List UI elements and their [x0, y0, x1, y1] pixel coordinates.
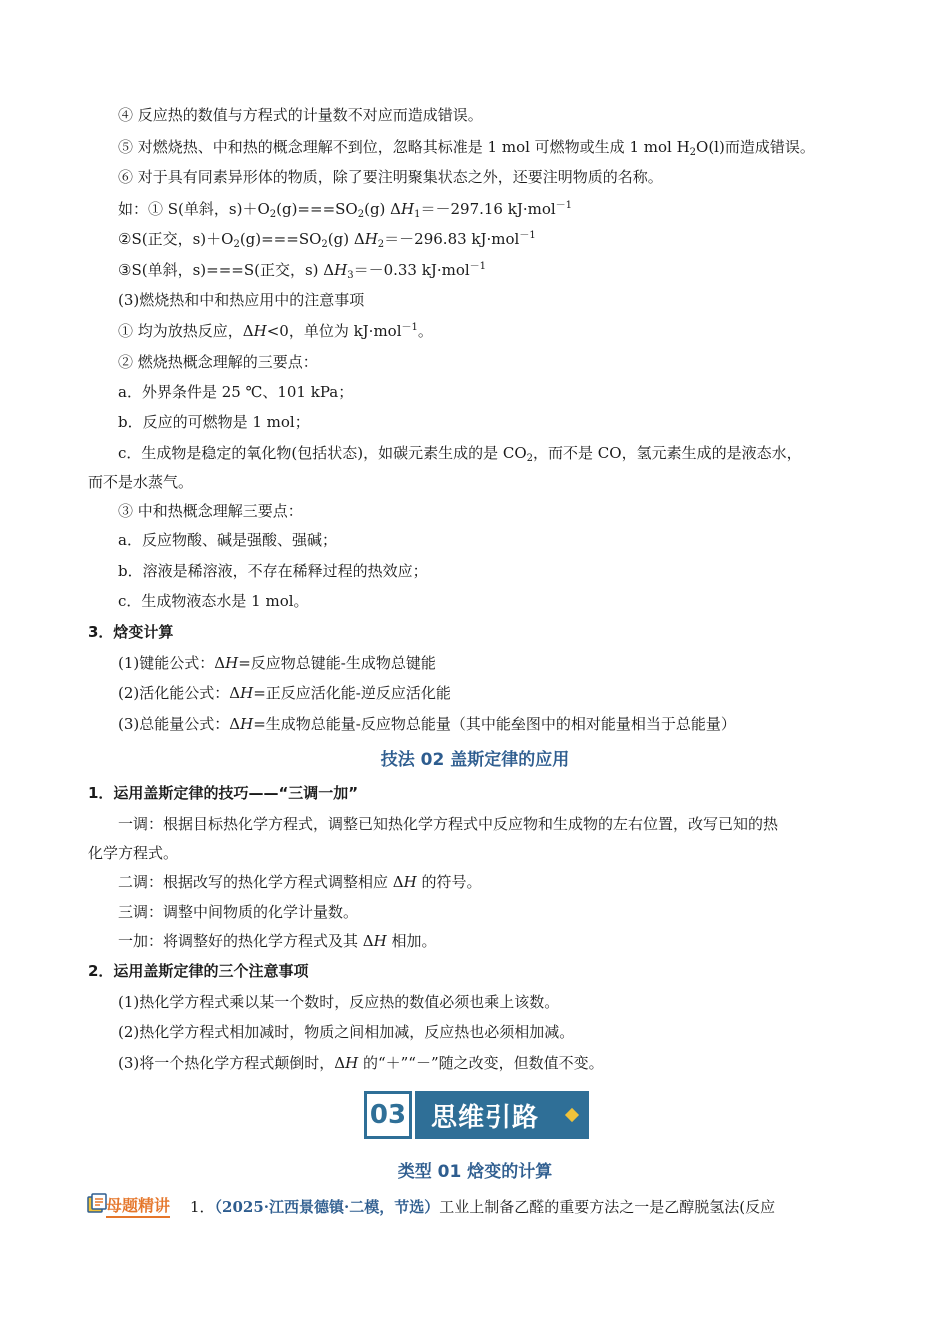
text-line: 化学方程式。 — [88, 844, 179, 862]
banner-number: 03 — [364, 1091, 412, 1139]
section-title: 2．运用盖斯定律的三个注意事项 — [88, 962, 309, 980]
section-title: 1．运用盖斯定律的技巧——“三调一加” — [88, 784, 359, 802]
formula-line: (3)总能量公式：ΔH=生成物总能量-反应物总能量（其中能垒图中的相对能量相当于总能量） — [118, 715, 736, 733]
text-line: c．生成物是稳定的氧化物(包括状态)，如碳元素生成的是 $CO_2$，而不是 CO，氢元素生成的是液态水， — [118, 444, 802, 464]
text-line: ① 均为放热反应，ΔH<0，单位为 kJ·mol$^{-1}$。 — [118, 322, 433, 340]
text-line: c．生成物液态水是 1 mol。 — [118, 592, 309, 610]
formula-line: (1)键能公式：ΔH=反应物总键能-生成物总键能 — [118, 654, 436, 672]
section-title: 3．焓变计算 — [88, 623, 174, 641]
section-heading: 技法 02 盖斯定律的应用 — [380, 750, 570, 770]
text-line: (1)热化学方程式乘以某一个数时，反应热的数值必须也乘上该数。 — [118, 993, 560, 1011]
equation-2: ②S(正交，$s)+O_2(g)===SO_2(g)$ $\Delta H_2=-296.83$ kJ·mol$^{-1}$ — [118, 230, 536, 250]
question-label: 母题精讲 — [106, 1196, 170, 1218]
text-line: a．反应物酸、碱是强酸、强碱； — [118, 531, 337, 549]
diamond-icon — [565, 1108, 579, 1122]
text-line: (3)燃烧热和中和热应用中的注意事项 — [118, 291, 365, 309]
type-heading: 类型 01 焓变的计算 — [397, 1162, 553, 1182]
text-line: 而不是水蒸气。 — [88, 473, 194, 491]
section-banner — [364, 1091, 589, 1139]
text-line: a．外界条件是 25 ℃、101 kPa； — [118, 383, 354, 401]
text-line: 三调：调整中间物质的化学计量数。 — [118, 903, 359, 921]
text-line: 一调：根据目标热化学方程式，调整已知热化学方程式中反应物和生成物的左右位置，改写已知的热 — [118, 815, 779, 833]
equation-1: 如：① S(单斜，$s)+O_2(g)===SO_2(g)$ $\Delta H_1=-297.16$ kJ·mol$^{-1}$ — [118, 200, 573, 220]
equation-3: ③S(单斜，s)===S(正交，s) $\Delta H_3=-0.33$ kJ·mol$^{-1}$ — [118, 261, 487, 281]
formula-line: (2)活化能公式：ΔH=正反应活化能-逆反应活化能 — [118, 684, 451, 702]
text-line: (3)将一个热化学方程式颠倒时，ΔH 的“＋”“－”随之改变，但数值不变。 — [118, 1054, 604, 1072]
question-line: 1．（2025·江西景德镇·二模，节选）工业上制备乙醛的重要方法之一是乙醇脱氢法(反应 — [190, 1198, 776, 1216]
text-line: b．溶液是稀溶液，不存在稀释过程的热效应； — [118, 562, 428, 580]
text-line: ④ 反应热的数值与方程式的计量数不对应而造成错误。 — [118, 106, 483, 124]
text-line: b．反应的可燃物是 1 mol； — [118, 413, 310, 431]
text-line: ② 燃烧热概念理解的三要点： — [118, 353, 318, 371]
text-line: ⑥ 对于具有同素异形体的物质，除了要注明聚集状态之外，还要注明物质的名称。 — [118, 168, 663, 186]
text-line: ③ 中和热概念理解三要点： — [118, 502, 303, 520]
text-line: 一加：将调整好的热化学方程式及其 ΔH 相加。 — [118, 932, 437, 950]
book-icon — [86, 1192, 108, 1214]
text-line: ⑤ 对燃烧热、中和热的概念理解不到位，忽略其标准是 1 mol 可燃物或生成 1 mol $H_2O(l)$而造成错误。 — [118, 138, 815, 158]
text-line: 二调：根据改写的热化学方程式调整相应 ΔH 的符号。 — [118, 873, 482, 891]
text-line: (2)热化学方程式相加减时，物质之间相加减，反应热也必须相加减。 — [118, 1023, 575, 1041]
banner-title: 思维引路 — [415, 1091, 589, 1139]
